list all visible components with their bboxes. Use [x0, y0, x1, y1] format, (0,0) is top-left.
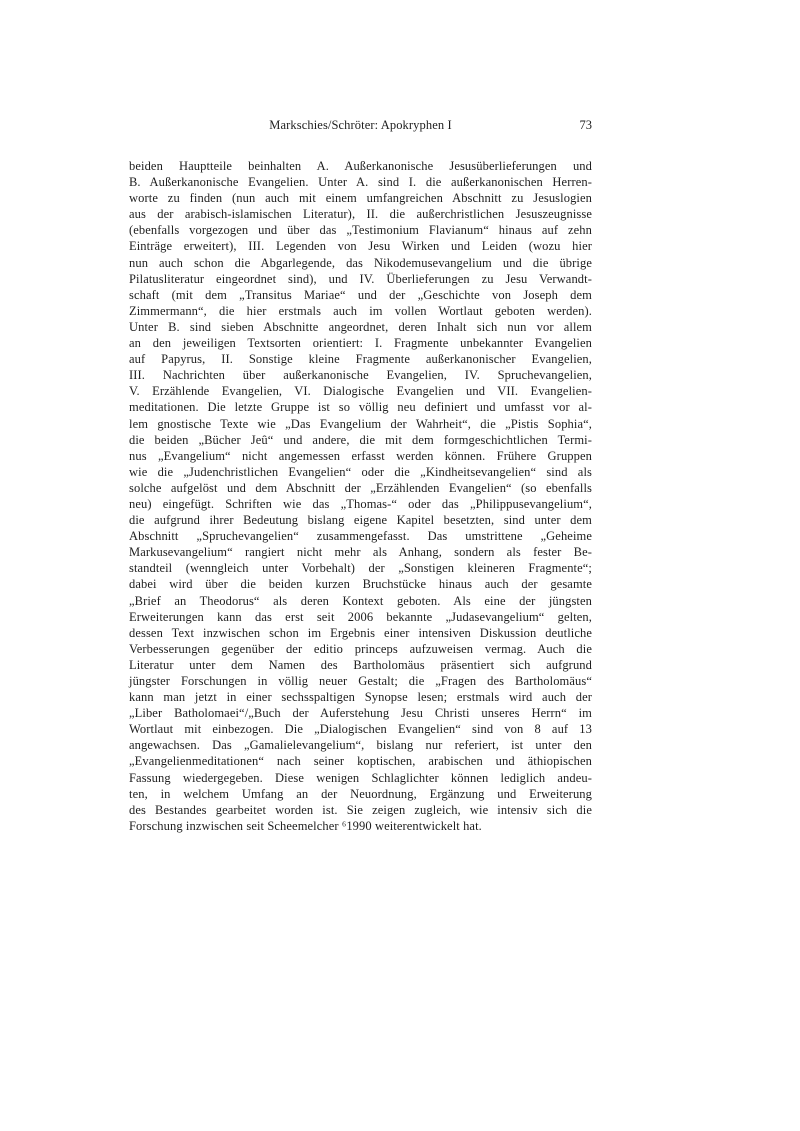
text-line: schaft (mit dem „Transitus Mariae“ und der „Geschichte von Joseph dem: [129, 287, 592, 302]
text-line: Forschung inzwischen seit Scheemelcher ⁶1990 weiterentwickelt hat.: [129, 818, 482, 833]
text-line: V. Erzählende Evangelien, VI. Dialogische Evangelien und VII. Evangelien-: [129, 384, 592, 399]
text-line: Fassung wiedergegeben. Diese wenigen Schlaglichter können lediglich andeu-: [129, 770, 592, 785]
text-line: dabei wird über die beiden kurzen Bruchstücke hinaus auch der gesamte: [129, 577, 592, 592]
text-line: Unter B. sind sieben Abschnitte angeordnet, deren Inhalt sich nun vor allem: [129, 319, 592, 334]
text-line: Zimmermann“, die hier erstmals auch im vollen Wortlaut geboten werden).: [129, 303, 592, 318]
text-line: auf Papyrus, II. Sonstige kleine Fragmente außerkanonischer Evangelien,: [129, 352, 592, 367]
text-line: meditationen. Die letzte Gruppe ist so völlig neu definiert und umfasst vor al-: [129, 400, 592, 415]
text-line: „Liber Batholomaei“/„Buch der Auferstehung Jesu Christi unseres Herrn“ im: [129, 706, 592, 721]
text-line: nun auch schon die Abgarlegende, das Nikodemusevangelium und die übrige: [129, 255, 592, 270]
text-line: Literatur unter dem Namen des Bartholomäus präsentiert sich aufgrund: [129, 657, 592, 672]
text-line: worte zu finden (nun auch mit einem umfangreichen Abschnitt zu Jesuslogien: [129, 191, 592, 206]
text-line: Erweiterungen kann das erst seit 2006 bekannte „Judasevangelium“ gelten,: [129, 609, 592, 624]
text-line: „Evangelienmeditationen“ nach seiner koptischen, arabischen und äthiopischen: [129, 754, 592, 769]
text-line: III. Nachrichten über außerkanonische Evangelien, IV. Spruchevangelien,: [129, 368, 592, 383]
text-line: wie die „Judenchristlichen Evangelien“ oder die „Kindheitsevangelien“ sind als: [129, 464, 592, 479]
text-line: dessen Text inzwischen schon im Ergebnis einer intensiven Diskussion deutliche: [129, 625, 592, 640]
text-line: „Brief an Theodorus“ als deren Kontext geboten. Als eine der jüngsten: [129, 593, 592, 608]
text-line: beiden Hauptteile beinhalten A. Außerkanonische Jesusüberlieferungen und: [129, 159, 592, 173]
text-line: Verbesserungen gegenüber der editio princeps aufzuweisen vermag. Auch die: [129, 641, 592, 656]
text-line: jüngster Forschungen in völlig neuer Gestalt; die „Fragen des Bartholomäus“: [129, 674, 592, 688]
text-line: Pilatusliteratur eingeordnet sind), und IV. Überlieferungen zu Jesu Verwandt-: [129, 271, 592, 286]
text-line: an den jeweiligen Textsorten orientiert: I. Fragmente unbekannter Evangelien: [129, 336, 592, 351]
text-line: Wortlaut mit einbezogen. Die „Dialogischen Evangelien“ sind von 8 auf 13: [129, 722, 592, 737]
text-line: aus der arabisch-islamischen Literatur), II. die außerchristlichen Jesuszeugnisse: [129, 207, 592, 222]
body-text: [129, 158, 592, 834]
text-line: Abschnitt „Spruchevangelien“ zusammengefasst. Das umstrittene „Geheime: [129, 529, 592, 544]
text-line: Einträge erweitert), III. Legenden von Jesu Wirken und Leiden (wozu hier: [129, 239, 592, 254]
text-line: nus „Evangelium“ nicht angemessen erfasst werden können. Frühere Gruppen: [129, 448, 592, 463]
text-line: ten, in welchem Umfang an der Neuordnung, Ergänzung und Erweiterung: [129, 786, 592, 801]
text-line: Markusevangelium“ rangiert nicht mehr als Anhang, sondern als fester Be-: [129, 545, 592, 560]
text-line: solche aufgelöst und dem Abschnitt der „Erzählenden Evangelien“ (so ebenfalls: [129, 480, 592, 495]
text-line: kann man jetzt in einer sechsspaltigen Synopse lesen; erstmals wird auch der: [129, 690, 592, 705]
text-line: lem gnostische Texte wie „Das Evangelium der Wahrheit“, die „Pistis Sophia“,: [129, 416, 592, 431]
text-line: des Bestandes gearbeitet worden ist. Sie zeigen zugleich, wie intensiv sich die: [129, 802, 592, 817]
text-line: neu) eingefügt. Schriften wie das „Thomas-“ oder das „Philippusevangelium“,: [129, 496, 592, 511]
text-line: die aufgrund ihrer Bedeutung bislang eigene Kapitel besetzten, sind unter dem: [129, 513, 592, 528]
text-line: B. Außerkanonische Evangelien. Unter A. sind I. die außerkanonischen Herren-: [129, 175, 592, 190]
running-head: [129, 117, 592, 134]
text-line: standteil (wenngleich unter Vorbehalt) der „Sonstigen kleineren Fragmente“;: [129, 561, 592, 576]
text-line: angewachsen. Das „Gamalielevangelium“, bislang nur referiert, ist unter den: [129, 738, 592, 753]
running-head-title: Markschies/Schröter: Apokryphen I: [269, 118, 452, 132]
text-line: die beiden „Bücher Jeû“ und andere, die mit dem formgeschichtlichen Termi-: [129, 432, 592, 447]
page-number: 73: [579, 118, 592, 132]
text-line: (ebenfalls vorgezogen und über das „Testimonium Flavianum“ hinaus auf zehn: [129, 223, 592, 238]
